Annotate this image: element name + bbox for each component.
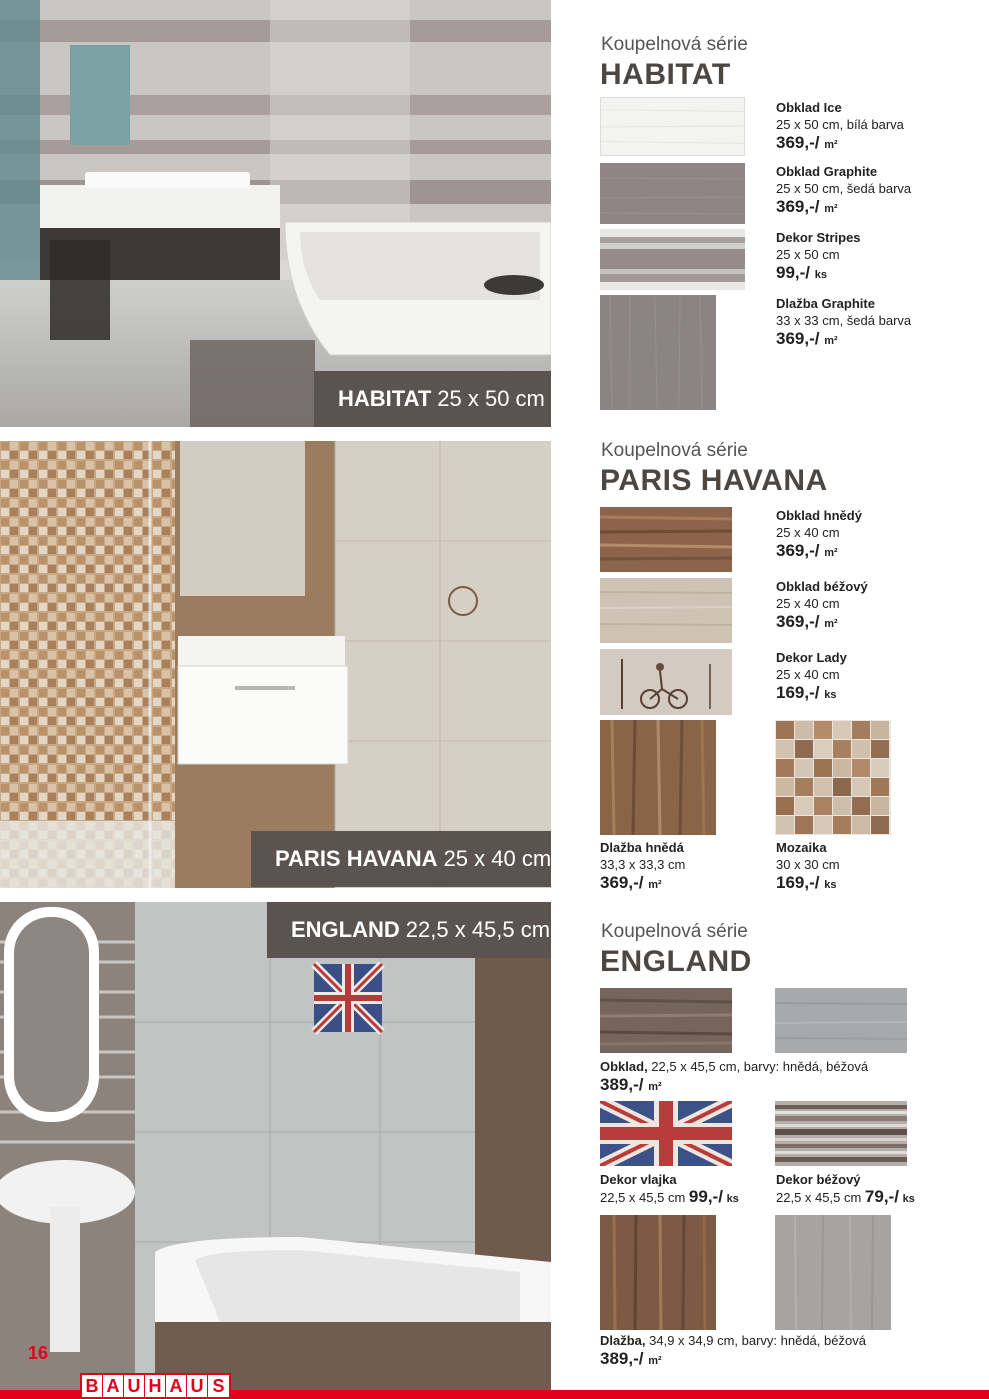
habitat-item-1: Obklad Ice 25 x 50 cm, bílá barva 369,-/ m² xyxy=(776,100,904,152)
tile-obklad-ice xyxy=(600,97,745,156)
england-obklad-info: Obklad, 22,5 x 45,5 cm, barvy: hnědá, béžová 389,-/ m² xyxy=(600,1059,869,1094)
paris-havana-subtitle: Koupelnová série xyxy=(601,440,748,461)
tile-dekor-bezovy xyxy=(775,1101,907,1166)
paris-item-4: Dlažba hnědá 33,3 x 33,3 cm 369,-/ m² xyxy=(600,840,686,892)
england-caption: ENGLAND 22,5 x 45,5 cm xyxy=(267,902,551,958)
tile-obklad-hnedy xyxy=(600,507,732,572)
tile-dekor-vlajka xyxy=(600,1101,732,1166)
tile-obklad-bezova xyxy=(775,988,907,1053)
logo-letter: A xyxy=(166,1375,187,1397)
paris-item-5: Mozaika 30 x 30 cm 169,-/ ks xyxy=(776,840,840,892)
habitat-subtitle: Koupelnová série xyxy=(601,34,748,55)
paris-item-3: Dekor Lady 25 x 40 cm 169,-/ ks xyxy=(776,650,847,702)
tile-obklad-graphite xyxy=(600,163,745,224)
england-dlazba-info: Dlažba, 34,9 x 34,9 cm, barvy: hnědá, béžová 389,-/ m² xyxy=(600,1333,866,1368)
paris-havana-title: PARIS HAVANA xyxy=(600,464,828,497)
tile-dekor-lady xyxy=(600,649,732,715)
tile-obklad-bezovy xyxy=(600,578,732,643)
england-bezovy-info: Dekor béžový 22,5 x 45,5 cm 79,-/ ks xyxy=(776,1172,915,1206)
habitat-item-4: Dlažba Graphite 33 x 33 cm, šedá barva 369,-/ m² xyxy=(776,296,912,348)
habitat-item-2: Obklad Graphite 25 x 50 cm, šedá barva 369,-/ m² xyxy=(776,164,912,216)
paris-item-1: Obklad hnědý 25 x 40 cm 369,-/ m² xyxy=(776,508,862,560)
tile-mozaika xyxy=(775,720,891,835)
logo-letter: A xyxy=(103,1375,124,1397)
page-number: 16 xyxy=(28,1343,49,1363)
habitat-caption: HABITAT 25 x 50 cm xyxy=(314,371,551,427)
logo-letter: U xyxy=(124,1375,145,1397)
bauhaus-logo xyxy=(80,1373,231,1399)
tile-dlazba-hneda-england xyxy=(600,1215,716,1330)
tile-dlazba-bezova-england xyxy=(775,1215,891,1330)
england-vlajka-info: Dekor vlajka 22,5 x 45,5 cm 99,-/ ks xyxy=(600,1172,739,1206)
paris-item-2: Obklad béžový 25 x 40 cm 369,-/ m² xyxy=(776,579,868,631)
england-subtitle: Koupelnová série xyxy=(601,921,748,942)
logo-letter: S xyxy=(212,1376,225,1396)
logo-letter: H xyxy=(145,1375,166,1397)
logo-letter: U xyxy=(187,1375,208,1397)
tile-dekor-stripes xyxy=(600,229,745,290)
logo-letter: B xyxy=(82,1375,103,1397)
habitat-item-3: Dekor Stripes 25 x 50 cm 99,-/ ks xyxy=(776,230,861,282)
paris-havana-bathroom-photo xyxy=(0,441,551,888)
habitat-title: HABITAT xyxy=(600,58,731,91)
tile-obklad-hneda xyxy=(600,988,732,1053)
england-title: ENGLAND xyxy=(600,945,752,978)
england-bathroom-photo xyxy=(0,902,551,1390)
paris-havana-caption: PARIS HAVANA 25 x 40 cm xyxy=(251,831,551,887)
habitat-bathroom-photo xyxy=(0,0,551,427)
tile-dlazba-graphite xyxy=(600,295,716,410)
tile-dlazba-hneda xyxy=(600,720,716,835)
